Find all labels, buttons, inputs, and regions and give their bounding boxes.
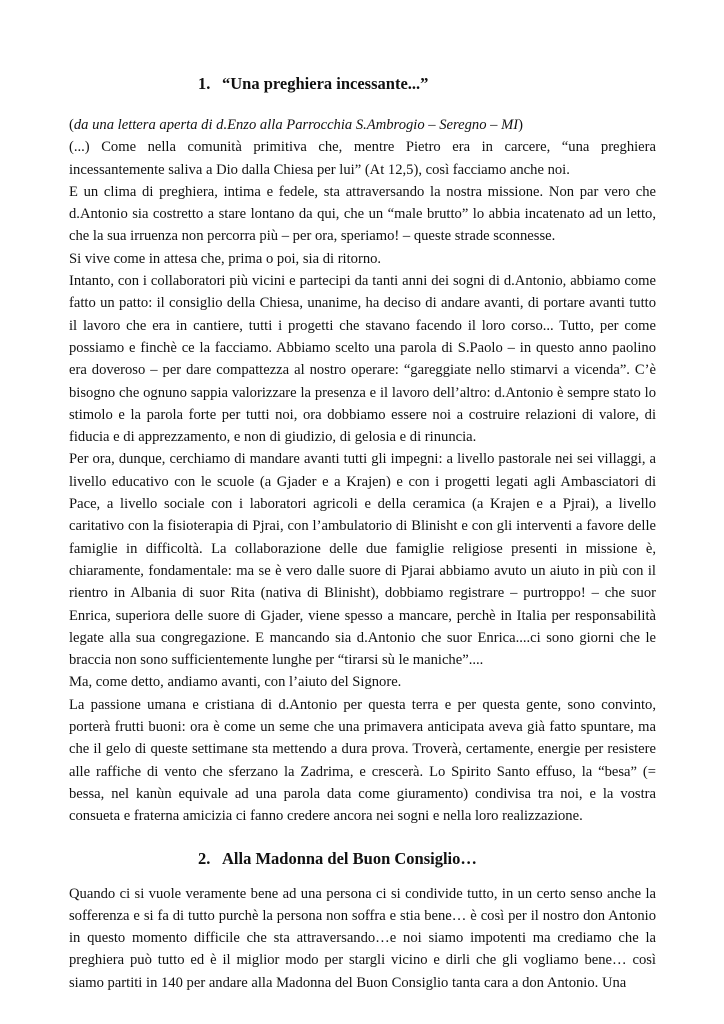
section-1-paragraph: Si vive come in attesa che, prima o poi, sia di ritorno.: [69, 250, 382, 267]
source-close-paren: ): [518, 117, 523, 133]
section-1-number: 1.: [198, 74, 211, 93]
letter-source-line: [69, 114, 656, 136]
letter-source-text: da una lettera aperta di d.Enzo alla Parrocchia S.Ambrogio – Seregno – MI: [73, 117, 519, 133]
section-1-paragraph: E un clima di preghiera, intima e fedele, sta attraversando la nostra missione. Non par vero che d.Antonio sia costretto a stare lontano da qui, che un “male brutto” lo abbia incatenato ad un letto, che la sua irruenza non percorra più – per ora, speriamo! – queste strade sconnesse.: [69, 183, 656, 245]
section-2-paragraph: Quando ci si vuole veramente bene ad una persona ci si condivide tutto, in un certo senso anche la sofferenza e si fa di tutto purchè la persona non soffra e stia bene… è così per il nostro don Antonio in questo momento difficile che sta attraversando…e noi siamo impotenti ma crediamo che la preghiera può tutto ed è il miglior modo per stargli vicino e dirli che gli vogliamo bene… così siamo partiti in 140 per andare alla Madonna del Buon Consiglio tanta cara a don Antonio. Una: [69, 885, 656, 991]
section-1-paragraph: (...) Come nella comunità primitiva che, mentre Pietro era in carcere, “una preghiera incessantemente saliva a Dio dalla Chiesa per lui” (At 12,5), così facciamo anche noi.: [69, 139, 656, 178]
section-1-heading: [69, 72, 656, 96]
section-1-title: “Una preghiera incessante...”: [222, 74, 429, 93]
section-1-paragraph: La passione umana e cristiana di d.Antonio per questa terra e per questa gente, sono convinto, porterà frutti buoni: ora è come un seme che una primavera anticipata aveva già fatto spuntare, ma che il gelo di queste settimane sta mettendo a dura prova. Troverà, certamente, energie per resistere alle raffiche di vento che sferzano la Zadrima, e crescerà. Lo Spirito Santo effuso, la “besa” (= bessa, nel kanùn equivale ad una parola data come giuramento) condivisa tra noi, e la vostra consueta e fraterna amicizia ci fanno credere ancora nei sogni e nella loro realizzazione.: [69, 696, 656, 825]
section-1-paragraph: Intanto, con i collaboratori più vicini e partecipi da tanti anni dei sogni di d.Antonio, abbiamo come fatto un patto: il consiglio della Chiesa, unanime, ha deciso di andare avanti, di portare avanti tutto il lavoro che era in cantiere, tutti i progetti che stavano facendo il loro corso... Tutto, per come possiamo e finchè ce la facciamo. Abbiamo scelto una parola di S.Paolo – in questo anno paolino era doveroso – per dare compattezza al nostro operare: “gareggiate nello stimarvi a vicenda”. C’è bisogno che ognuno sappia valorizzare la presenza e il lavoro dell’altro: d.Antonio è sempre stato lo stimolo e la parola forte per tutti noi, ora dobbiamo essere noi a costruire relazioni di valore, di fiducia e di apprezzamento, e non di giudizio, di gelosia e di rinuncia.: [69, 273, 656, 446]
source-open-paren: (: [69, 117, 74, 133]
document-page: [69, 72, 656, 994]
section-1-paragraph: Per ora, dunque, cerchiamo di mandare avanti tutti gli impegni: a livello pastorale nei sei villaggi, a livello educativo con le scuole (a Gjader e a Krajen) e con i progetti legati agli Ambasciatori di Pace, a livello sociale con i laboratori agricoli e della ceramica (a Krajen e a Pjrai), a livello caritativo con la fisioterapia di Pjrai, con l’ambulatorio di Blinisht e con gli interventi a favore delle famiglie in difficoltà. La collaborazione delle due famiglie religiose presenti in missione è, chiaramente, fondamentale: ma se è vero dalle suore di Pjarai abbiamo avuto un aiuto in più con il rientro in Albania di suor Rita (nativa di Blinisht), dobbiamo registrare – purtroppo! – che suor Enrica, superiora delle suore di Gjader, viene spesso a mancare, perchè in Italia per responsabilità legate alla sua congregazione. E mancando sia d.Antonio che suor Enrica....ci sono giorni che le braccia non sono sufficientemente lunghe per “tirarsi sù le maniche”....: [69, 451, 656, 669]
section-1-paragraph: Ma, come detto, andiamo avanti, con l’aiuto del Signore.: [69, 674, 402, 691]
section-2-title: Alla Madonna del Buon Consiglio…: [222, 848, 477, 868]
section-2-number: 2.: [198, 848, 211, 868]
section-2-heading: [69, 847, 656, 871]
